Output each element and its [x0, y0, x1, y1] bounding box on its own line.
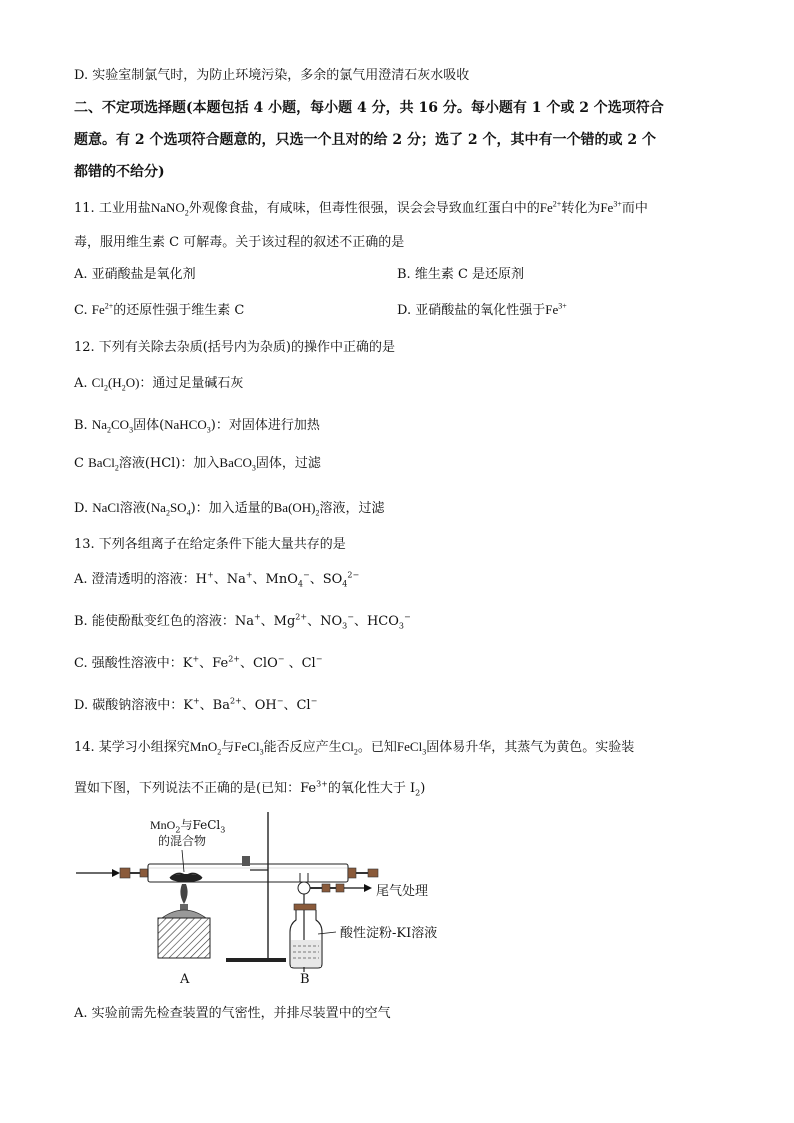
section-header-line3: 都错的不给分) — [74, 164, 165, 180]
clamp — [242, 856, 250, 866]
q13-option-d: D. 碳酸钠溶液中：K+、$Ba^{2+}$、OH−、Cl− — [74, 696, 318, 713]
flame — [180, 884, 187, 904]
q10-option-d: D. 实验室制氯气时，为防止环境污染，多余的氯气用澄清石灰水吸收 — [74, 68, 470, 83]
q12-option-c: C BaCl$_2$溶液(HCl)：加入BaCO$_3$固体，过滤 — [74, 455, 321, 473]
label-mixture-line2: 的混合物 — [158, 834, 207, 848]
q12-stem: 12. 下列有关除去杂质(括号内为杂质)的操作中正确的是 — [74, 340, 395, 355]
section-header-line1: 二、不定项选择题(本题包括 4 小题，每小题 4 分，共 16 分。每小题有 1 个或 2 个选项符合 — [74, 100, 664, 116]
q14-stem: 14. 某学习小组探究MnO$_2$与FeCl$_3$能否反应产生$Cl_2$。已知FeCl$_3$固体易升华，其蒸气为黄色。实验装 — [74, 739, 635, 757]
q13-option-c: C. 强酸性溶液中：K+、$Fe^{2+}$、ClO− 、Cl− — [74, 654, 323, 671]
bottle-stopper — [294, 904, 316, 910]
inlet-arrowhead — [112, 869, 120, 877]
label-solution: 酸性淀粉-KI溶液 — [340, 926, 438, 941]
label-mixture-line1: MnO$_2$与FeCl$_3$ — [150, 818, 226, 835]
stand-base — [226, 958, 286, 962]
q13-option-a: A. 澄清透明的溶液：H+、Na+、MnO$_4$−、$SO_4^{2-}$ — [74, 570, 360, 589]
burner-base — [158, 918, 210, 958]
left-clamp — [120, 868, 130, 878]
label-apparatus-b: B — [300, 972, 310, 987]
q11-option-a: A. 亚硝酸盐是氧化剂 — [74, 267, 196, 282]
q12-option-b: B. $Na_2CO_3$固体(NaHCO$_3$)：对固体进行加热 — [74, 417, 320, 435]
label-tail-gas: 尾气处理 — [376, 884, 429, 899]
q12-option-a: A. $Cl_2(H_2O)$：通过足量碱石灰 — [74, 375, 244, 393]
q11-option-d: D. 亚硝酸盐的氧化性强于$Fe^{3+}$ — [397, 301, 567, 318]
q11-option-c: C. $Fe^{2+}$的还原性强于维生素 C — [74, 301, 245, 318]
q11-option-b: B. 维生素 C 是还原剂 — [397, 267, 525, 282]
apparatus-diagram — [74, 812, 474, 992]
q12-option-d: D. NaCl溶液$(Na_2SO_4)$：加入适量的$Ba(OH)_2$溶液，过滤 — [74, 500, 385, 518]
q13-stem: 13. 下列各组离子在给定条件下能大量共存的是 — [74, 537, 346, 552]
label-apparatus-a: A — [180, 972, 190, 987]
section-header-line2: 题意。有 2 个选项符合题意的，只选一个且对的给 2 分；选了 2 个，其中有一个错的或 2 个 — [74, 132, 656, 148]
q13-option-b: B. 能使酚酞变红色的溶液：Na+、$Mg^{2+}$、$NO_3^-$、$HCO_3^-$ — [74, 612, 411, 631]
q11-stem-line2: 毒，服用维生素 C 可解毒。关于该过程的叙述不正确的是 — [74, 235, 405, 250]
safety-bulb — [298, 882, 310, 894]
burner-top — [162, 910, 206, 918]
apparatus-figure — [74, 812, 474, 992]
q14-stem-line2: 置如下图，下列说法不正确的是(已知：$Fe^{3+}$的氧化性大于 $I_2$) — [74, 779, 426, 798]
q14-option-a: A. 实验前需先检查装置的气密性，并排尽装置中的空气 — [74, 1006, 391, 1021]
q11-stem: 11. 工业用盐NaNO$_2$外观像食盐，有咸味，但毒性很强，误会会导致血红蛋白中的$Fe^{2+}$转化为$Fe^{3+}$而中 — [74, 199, 648, 218]
